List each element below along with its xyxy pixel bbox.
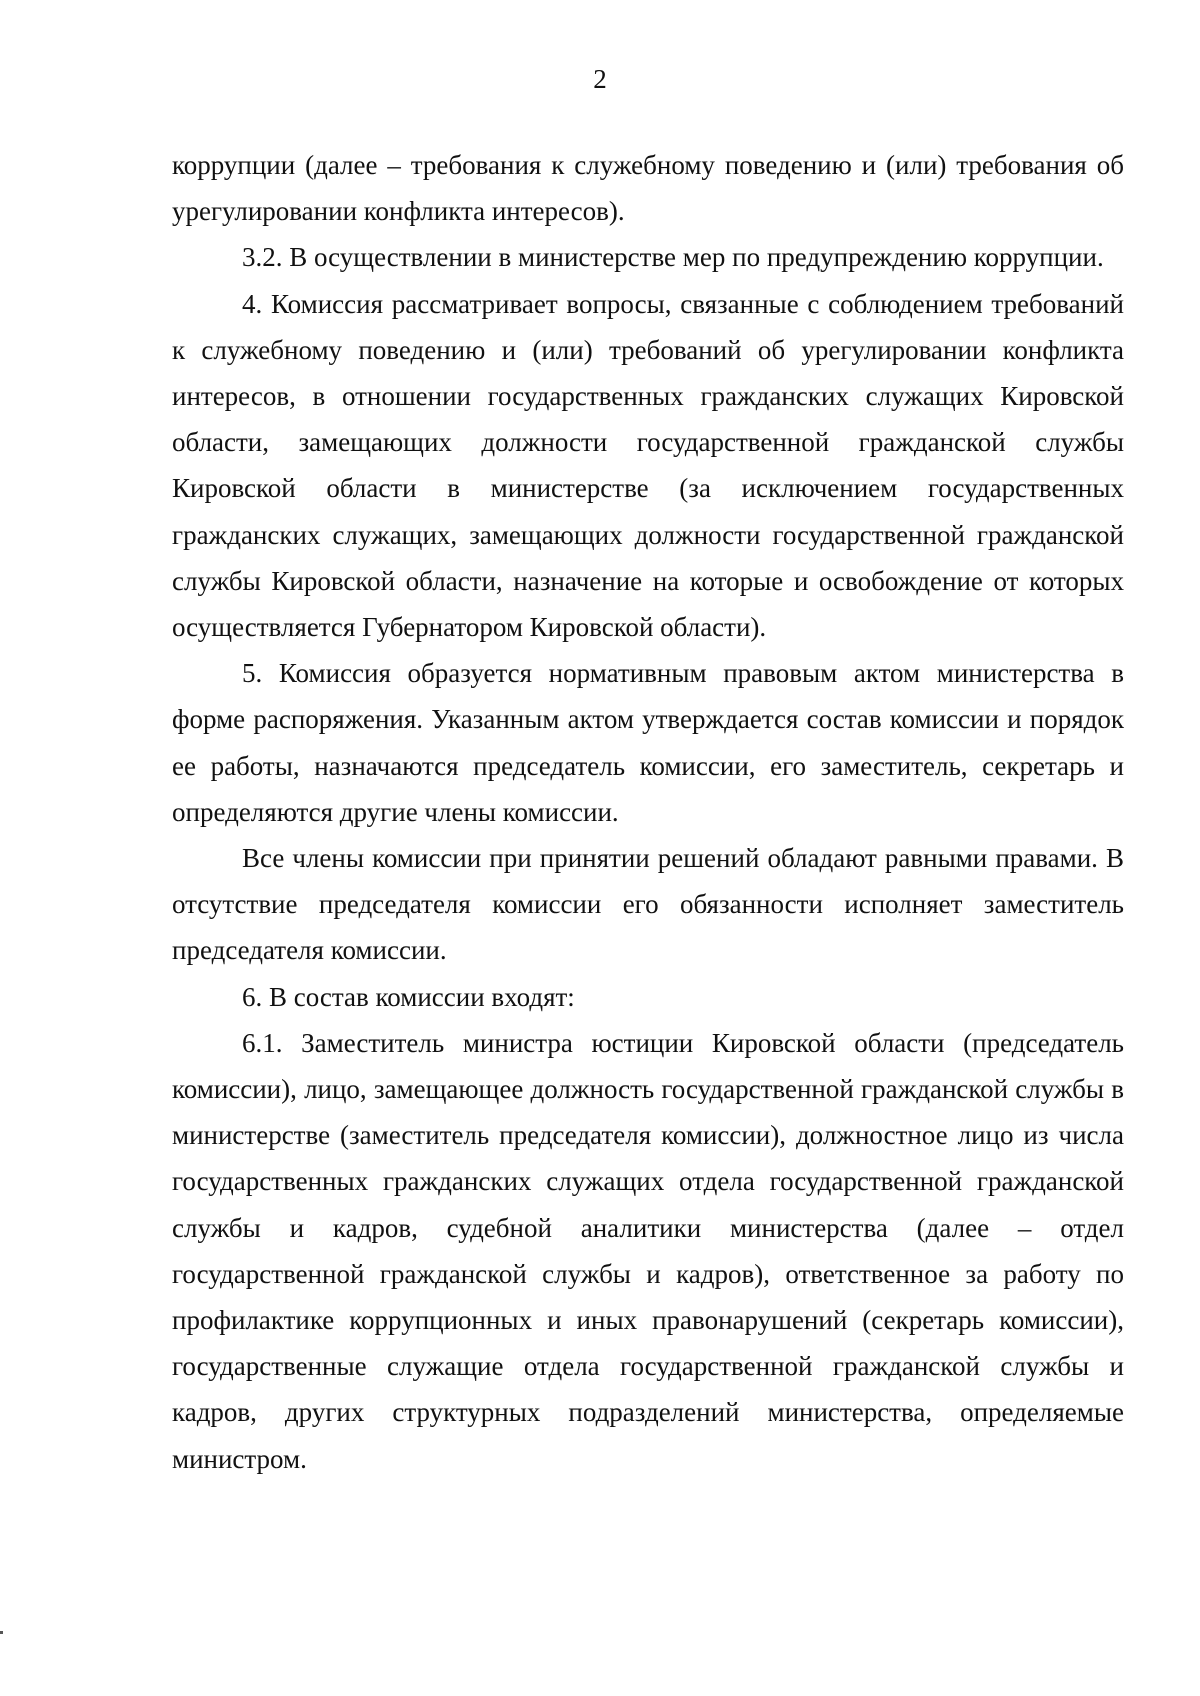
scan-artifact (0, 1631, 3, 1634)
paragraph-5: 5. Комиссия образуется нормативным правовым актом министерства в форме распоряжения. Указанным актом утверждается состав комиссии и порядок ее работы, назначаются председатель комиссии, его заместитель, секретарь и определяются другие члены комиссии. (172, 658, 1124, 827)
paragraph-3-2: 3.2. В осуществлении в министерстве мер по предупреждению коррупции. (242, 242, 1104, 273)
paragraph-6-1: 6.1. Заместитель министра юстиции Кировской области (председатель комиссии), лицо, замещающее должность государственной гражданской службы в министерстве (заместитель председателя комиссии), должностное лицо из числа государственных гражданских служащих отдела государственной гражданской службы и кадров, судебной аналитики министерства (далее – отдел государственной гражданской службы и кадров), ответственное за работу по профилактике коррупционных и иных правонарушений (секретарь комиссии), государственные служащие отдела государственной гражданской службы и кадров, других структурных подразделений министерства, определяемые министром. (172, 1027, 1124, 1474)
paragraph-5-members: Все члены комиссии при принятии решений обладают равными правами. В отсутствие председателя комиссии его обязанности исполняет заместитель председателя комиссии. (172, 843, 1124, 966)
paragraph-6: 6. В состав комиссии входят: (242, 981, 575, 1012)
document-body (172, 142, 1124, 1482)
page-number: 2 (593, 64, 607, 94)
paragraph-continuation: коррупции (далее – требования к служебному поведению и (или) требования об урегулировании конфликта интересов). (172, 150, 1124, 227)
paragraph-4: 4. Комиссия рассматривает вопросы, связанные с соблюдением требований к служебному поведению и (или) требований об урегулировании конфликта интересов, в отношении государственных гражданских служащих Кировской области, замещающих должности государственной гражданской службы Кировской области в министерстве (за исключением государственных гражданских служащих, замещающих должности государственной гражданской службы Кировской области, назначение на которые и освобождение от которых осуществляется Губернатором Кировской области). (172, 288, 1124, 643)
